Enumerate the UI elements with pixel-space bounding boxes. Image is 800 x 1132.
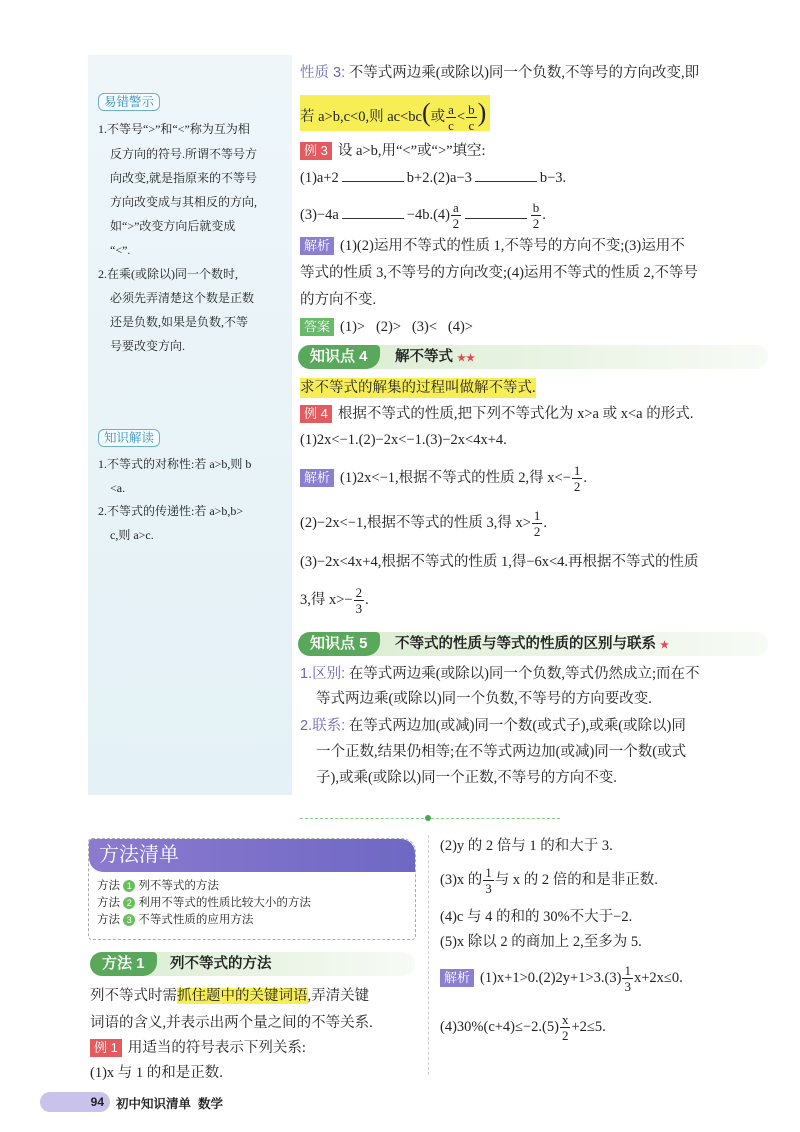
example-1-q3: (3)x 的 $\frac{1}{3}$ 与 x 的 2 倍的和是非正数. <box>440 865 658 897</box>
sidebar-panel <box>88 55 292 795</box>
answer-blank <box>475 169 537 182</box>
tip-line: 号要改变方向. <box>110 339 186 353</box>
example-3-answer: 答案 (1)> (2)> (3)< (4)> <box>300 317 473 337</box>
tip-line: 1.不等式的对称性:若 a>b,则 b <box>98 457 252 471</box>
tip-knowledge-title: 知识解读 <box>98 429 160 447</box>
example-1-q5: (5)x 除以 2 的商加上 2,至多为 5. <box>440 934 642 950</box>
example-1-q4: (4)c 与 4 的和的 30%不大于−2. <box>440 909 633 925</box>
kp5-line: 子),或乘(或除以)同一个正数,不等号的方向不变. <box>316 770 617 786</box>
analysis-line: 等式的性质 3,不等号的方向改变;(4)运用不等式的性质 2,不等号 <box>300 265 698 281</box>
example-3: 例 3 设 a>b,用“<”或“>”填空: <box>300 141 486 161</box>
example-3-q1: (1)a+2 b+2.(2)a−3 b−3. <box>300 170 567 186</box>
tip-line: 必须先弄清楚这个数是正数 <box>110 291 255 305</box>
property-3: 性质 3: 不等式两边乘(或除以)同一个负数,不等号的方向改变,即 <box>300 65 700 81</box>
example-1-analysis-2: (4)30%(c+4)≤−2.(5) $\frac{x}{2}$ +2≤5. <box>440 1012 606 1044</box>
page-number: 94 <box>40 1092 110 1112</box>
method-item[interactable]: 方法 3 不等式性质的应用方法 <box>97 914 254 926</box>
answer-blank <box>465 206 527 219</box>
example-3-analysis: 解析 (1)(2)运用不等式的性质 1,不等号的方向不变;(3)运用不 <box>300 236 685 256</box>
example-1-analysis: 解析 (1)x+1>0.(2)2y+1>3.(3) $\frac{1}{3}$ x+2x≤0. <box>440 962 683 994</box>
tip-line: 2.在乘(或除以)同一个数时, <box>98 267 238 281</box>
tip-line: 1.不等号“>”和“<”称为互为相 <box>98 122 250 136</box>
example-1-q1: (1)x 与 1 的和是正数. <box>90 1065 223 1081</box>
method-item[interactable]: 方法 1 列不等式的方法 <box>97 880 219 892</box>
kp5-line: 一个正数,结果仍相等;在不等式两边加(或减)同一个数(或式 <box>316 744 687 760</box>
book-title: 初中知识清单 数学 <box>116 1097 223 1111</box>
knowledge-point-4-header: 知识点 4 解不等式 ★★ <box>298 345 768 369</box>
example-1: 例 1 用适当的符号表示下列关系: <box>90 1038 306 1058</box>
property-3-highlight: 若 a>b,c<0,则 ac<bc(或 $\frac{a}{c}$ < $\frac{b}{c}$ ) <box>300 95 490 131</box>
kp5-line: 等式两边乘(或除以)同一个负数,不等号的方向要改变. <box>316 691 652 707</box>
tip-error-warning-title: 易错警示 <box>98 93 160 111</box>
tip-line: 2.不等式的传递性:若 a>b,b> <box>98 504 244 518</box>
methods-list-box <box>88 838 416 940</box>
tip-line: <a. <box>110 481 126 495</box>
divider-dot <box>425 815 431 821</box>
tip-line: 方向改变成与其相反的方向, <box>110 195 258 209</box>
kp5-connection: 2.联系: 在等式两边加(或减)同一个数(或式子),或乘(或除以)同 <box>300 718 686 734</box>
answer-blank <box>342 206 404 219</box>
tip-line: 如“>”改变方向后就变成 <box>110 219 236 233</box>
method-item[interactable]: 方法 2 利用不等式的性质比较大小的方法 <box>97 897 311 909</box>
example-1-q2: (2)y 的 2 倍与 1 的和大于 3. <box>440 838 613 854</box>
tip-line: 反方向的符号.所谓不等号方 <box>110 147 258 161</box>
tip-line: c,则 a>c. <box>110 528 154 542</box>
kp4-definition: 求不等式的解集的过程叫做解不等式. <box>300 380 536 396</box>
kp5-title: 不等式的性质与等式的性质的区别与联系 ★ <box>395 636 669 652</box>
answer-blank <box>342 169 404 182</box>
example-4-analysis-2: (2)−2x<−1,根据不等式的性质 3,得 x> $\frac{1}{2}$ . <box>300 508 547 540</box>
example-4-analysis-4: 3,得 x>− $\frac{2}{3}$ . <box>300 585 369 617</box>
analysis-line: 的方向不变. <box>300 292 377 308</box>
method-1-text: 列不等式时需抓住题中的关键词语,弄清关键 <box>90 988 370 1004</box>
method-1-header: 方法 1 列不等式的方法 <box>90 952 415 976</box>
tip-line: 还是负数,如果是负数,不等 <box>110 315 249 329</box>
example-4: 例 4 根据不等式的性质,把下列不等式化为 x>a 或 x<a 的形式. <box>300 404 693 424</box>
example-4-questions: (1)2x<−1.(2)−2x<−1.(3)−2x<4x+4. <box>300 432 507 448</box>
method-1-text: 词语的含义,并表示出两个量之间的不等关系. <box>90 1015 373 1031</box>
methods-list-title: 方法清单 <box>89 839 415 872</box>
kp5-difference: 1.区别: 在等式两边乘(或除以)同一个负数,等式仍然成立;而在不 <box>300 666 700 682</box>
column-divider <box>428 835 429 1075</box>
knowledge-point-5-header: 知识点 5 不等式的性质与等式的性质的区别与联系 ★ <box>298 632 768 656</box>
tip-line: 向改变,就是指原来的不等号 <box>110 171 258 185</box>
example-3-q3: (3)−4a −4b.(4) $\frac{a}{2}$ $\frac{b}{2}$ . <box>300 200 546 231</box>
tip-line: “<”. <box>110 243 131 257</box>
example-4-analysis-1: 解析 (1)2x<−1,根据不等式的性质 2,得 x<− $\frac{1}{2}$ . <box>300 462 587 494</box>
kp4-title: 解不等式 ★★ <box>395 349 475 365</box>
example-4-analysis-3: (3)−2x<4x+4,根据不等式的性质 1,得−6x<4.再根据不等式的性质 <box>300 554 699 570</box>
